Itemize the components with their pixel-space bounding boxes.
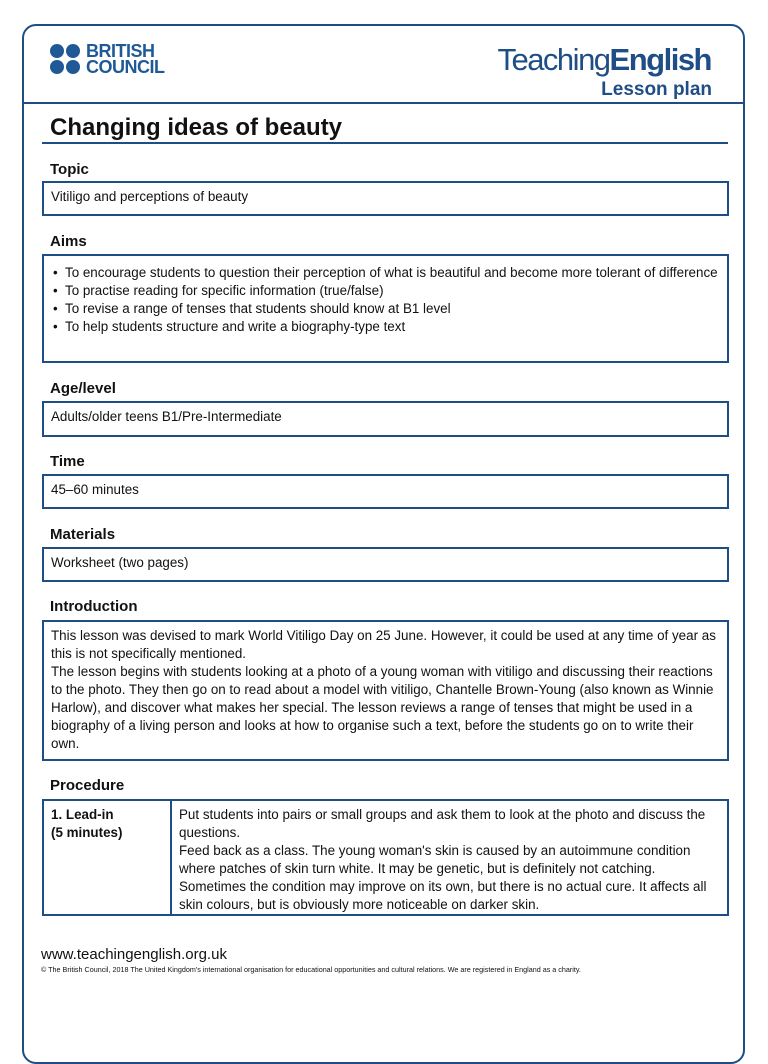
age-text: Adults/older teens B1/Pre-Intermediate bbox=[51, 409, 282, 424]
time-box bbox=[42, 474, 729, 509]
time-text: 45–60 minutes bbox=[51, 482, 139, 497]
procedure-table bbox=[42, 799, 729, 916]
procedure-stage-cell bbox=[44, 801, 172, 914]
aims-label: Aims bbox=[50, 233, 87, 250]
age-box bbox=[42, 401, 729, 437]
header-divider bbox=[22, 102, 745, 104]
aims-box bbox=[42, 254, 729, 363]
aim-item: • To revise a range of tenses that students should know at B1 level bbox=[51, 300, 720, 318]
aim-item: • To help students structure and write a biography-type text bbox=[51, 318, 720, 336]
materials-label: Materials bbox=[50, 526, 116, 543]
site-bold: English bbox=[609, 42, 711, 77]
age-label: Age/level bbox=[50, 380, 116, 397]
intro-paragraph: This lesson was devised to mark World Vitiligo Day on 25 June. However, it could be used at any time of year as this is not specifically mentioned. bbox=[51, 628, 716, 661]
procedure-line: Put students into pairs or small groups and ask them to look at the photo and discuss the questions. bbox=[179, 807, 706, 840]
title-underline bbox=[42, 142, 728, 144]
doc-type: Lesson plan bbox=[601, 79, 712, 100]
procedure-detail-cell bbox=[172, 801, 727, 914]
stage-name: 1. Lead-in bbox=[51, 807, 114, 822]
teachingenglish-logo bbox=[497, 42, 711, 78]
brand-line2: COUNCIL bbox=[86, 57, 165, 77]
procedure-line: Feed back as a class. The young woman's skin is caused by an autoimmune condition where patches of skin turn white. It may be genetic, but is definitely not catching. Sometimes the condition may improve on its own, but there is no actual cure. It affects all skin colours, but is obviously more noticeable on darker skin. bbox=[179, 843, 707, 912]
footer-url[interactable]: www.teachingenglish.org.uk bbox=[41, 946, 227, 963]
brand-line1: BRITISH bbox=[86, 41, 155, 61]
topic-text: Vitiligo and perceptions of beauty bbox=[51, 189, 249, 204]
logo-dots-icon bbox=[50, 44, 80, 74]
stage-duration: (5 minutes) bbox=[51, 825, 123, 840]
introduction-box bbox=[42, 620, 729, 761]
time-label: Time bbox=[50, 453, 85, 470]
footer-copyright: © The British Council, 2018 The United Kingdom's international organisation for educational opportunities and cultural relations. We are registered in England as a charity. bbox=[41, 965, 581, 974]
british-council-logo bbox=[50, 43, 165, 75]
aim-item: • To encourage students to question their perception of what is beautiful and become more tolerant of difference bbox=[51, 264, 720, 282]
procedure-label: Procedure bbox=[50, 777, 125, 794]
intro-paragraph: The lesson begins with students looking at a photo of a young woman with vitiligo and discussing their reactions to the photo. They then go on to read about a model with vitiligo, Chantelle Brown-Young (also known as Winnie Harlow), and discover what makes her special. The lesson reviews a range of tenses that might be used in a biography of a living person and looks at how to organise such a text, before the students go on to write their own. bbox=[51, 664, 714, 751]
materials-box bbox=[42, 547, 729, 582]
introduction-label: Introduction bbox=[50, 598, 138, 615]
topic-label: Topic bbox=[50, 161, 89, 178]
page-title: Changing ideas of beauty bbox=[50, 114, 343, 141]
topic-box bbox=[42, 181, 729, 216]
site-light: Teaching bbox=[497, 42, 610, 77]
materials-text: Worksheet (two pages) bbox=[51, 555, 189, 570]
aim-item: • To practise reading for specific information (true/false) bbox=[51, 282, 720, 300]
